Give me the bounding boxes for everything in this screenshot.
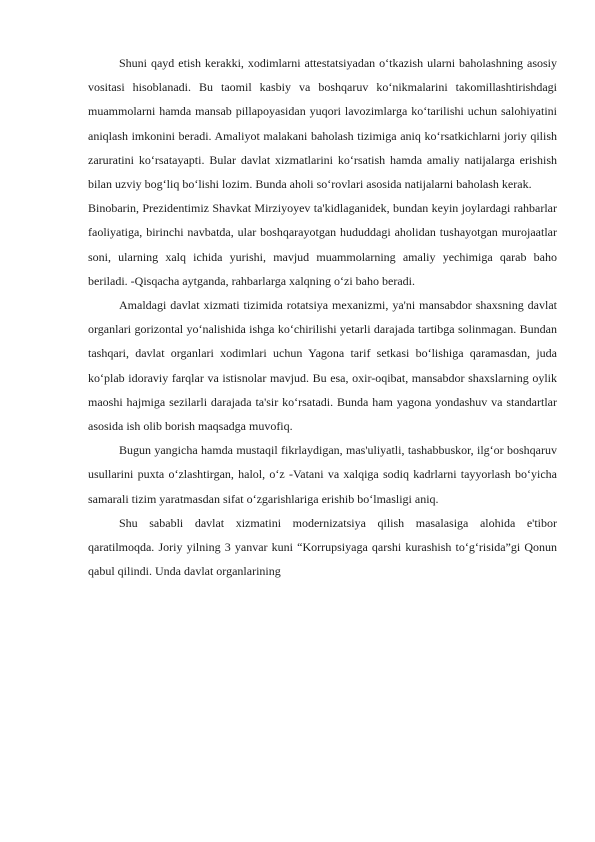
paragraph-leaders-evaluation: Binobarin, Prezidentimiz Shavkat Mirziyoyev ta'kidlaganidek, bundan keyin joylardagi rahbarlar faoliyatiga, birinchi navbatda, ular boshqarayotgan hududdagi aholidan tushayotgan murojaatlar soni, ularning xalq ichida yurishi, mavjud muammolarning amaliy yechimiga qarab baho beriladi. -Qisqacha aytganda, rahbarlarga xalqning o‘zi baho beradi. xyxy=(88,201,557,288)
paragraph-cadres: Bugun yangicha hamda mustaqil fikrlaydigan, mas'uliyatli, tashabbuskor, ilg‘or boshqaruv usullarini puxta o‘zlashtirgan, halol, o‘z -Vatani va xalqiga sodiq kadrlarni tayyorlash bo‘yicha samarali tizim yaratmasdan sifat o‘zgarishlariga erishib bo‘lmasligi aniq. xyxy=(88,443,557,506)
paragraph-rotation: Amaldagi davlat xizmati tizimida rotatsiya mexanizmi, ya'ni mansabdor shaxsning davlat organlari gorizontal yo‘nalishida ishga ko‘chirilishi yetarli darajada tartibga solinmagan. Bundan tashqari, davlat organlari xodimlari uchun Yagona tarif setkasi bo‘lishiga qaramasdan, juda ko‘plab idoraviy farqlar va istisnolar mavjud. Bu esa, oxir-oqibat, mansabdor shaxslarning oylik maoshi hajmiga sezilarli darajada ta'sir ko‘rsatadi. Bunda ham yagona yondashuv va standartlar asosida ish olib borish maqsadga muvofiq. xyxy=(88,298,557,434)
paragraph-attestation: Shuni qayd etish kerakki, xodimlarni attestatsiyadan o‘tkazish ularni baholashning asosiy vositasi hisoblanadi. Bu taomil kasbiy va boshqaruv ko‘nikmalarini takomillashtirishdagi muammolarni hamda mansab pillapoyasidan yuqori lavozimlarga ko‘tarilishi uchun salohiyatini aniqlash imkonini beradi. Amaliyot malakani baholash tizimiga aniq ko‘rsatkichlarni joriy qilish zaruratini ko‘rsatayapti. Bular davlat xizmatlarini ko‘rsatish hamda amaliy natijalarga erishish bilan uzviy bog‘liq bo‘lishi lozim. Bunda aholi so‘rovlari asosida natijalarni baholash kerak. xyxy=(88,56,557,192)
paragraph-modernization: Shu sababli davlat xizmatini modernizatsiya qilish masalasiga alohida e'tibor qaratilmoqda. Joriy yilning 3 yanvar kuni “Korrupsiyaga qarshi kurashish to‘g‘risida”gi Qonun qabul qilindi. Unda davlat organlarining xyxy=(88,515,557,579)
document-page xyxy=(88,51,557,583)
